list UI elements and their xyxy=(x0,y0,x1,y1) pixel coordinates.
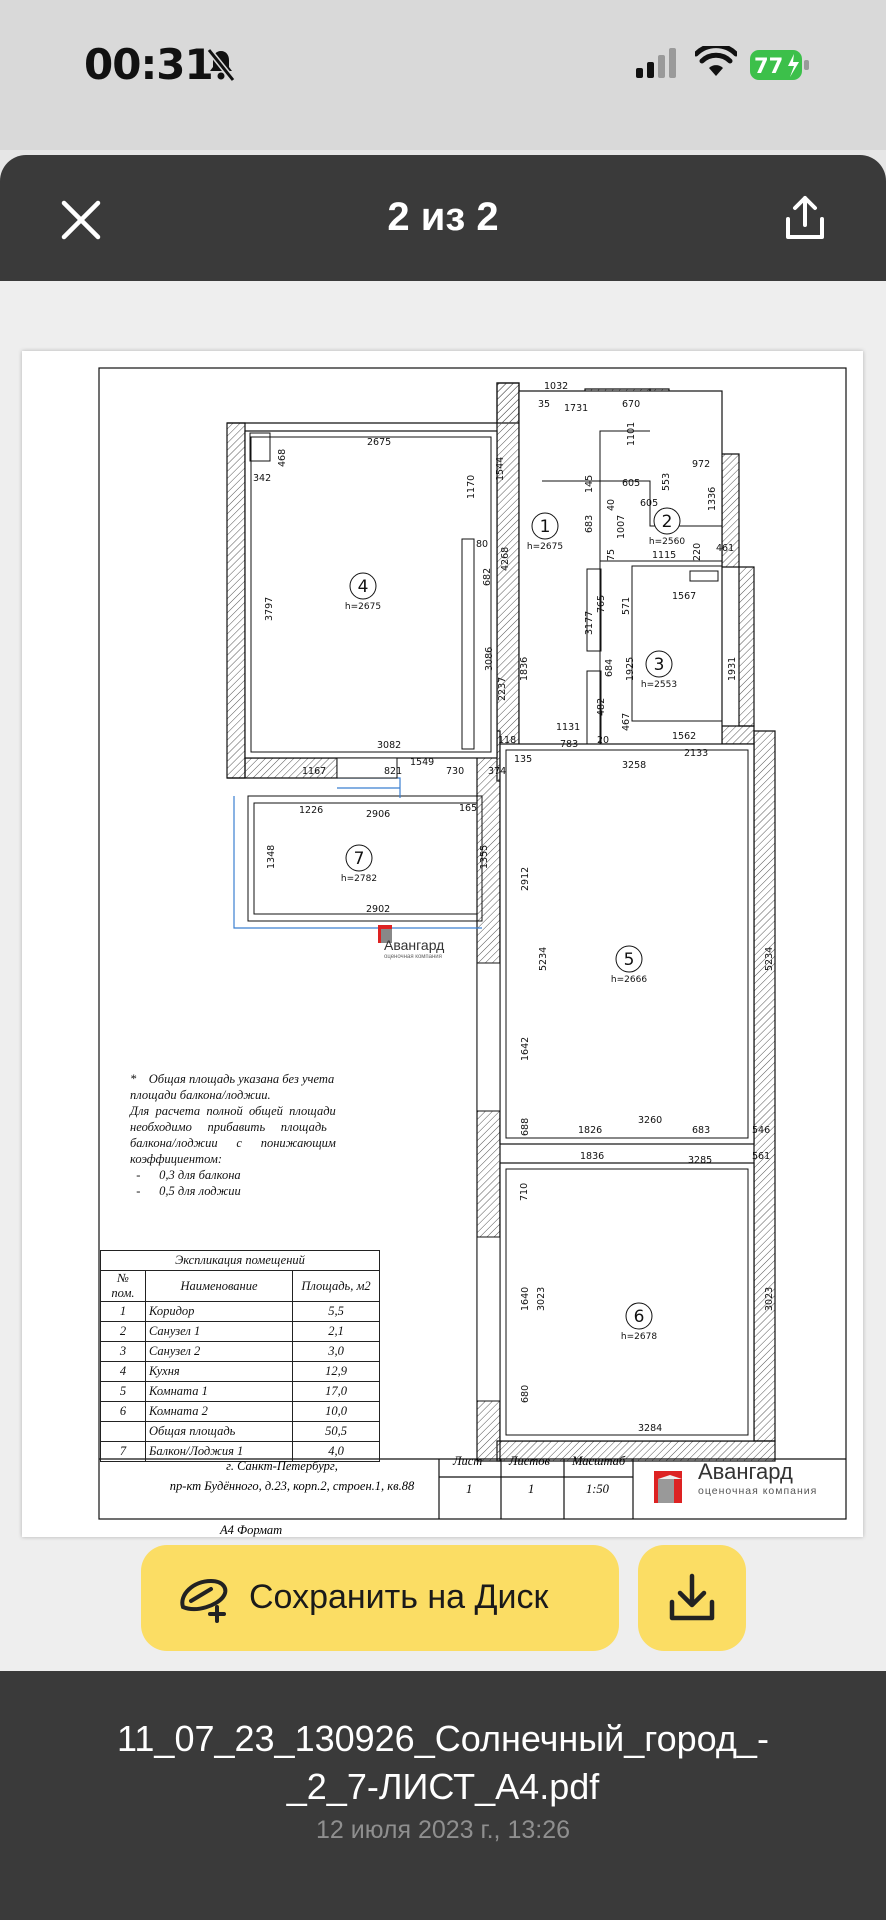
svg-text:561: 561 xyxy=(752,1151,771,1162)
svg-text:1731: 1731 xyxy=(564,403,589,414)
svg-text:546: 546 xyxy=(752,1125,771,1136)
svg-text:571: 571 xyxy=(621,596,632,615)
svg-text:3258: 3258 xyxy=(622,760,647,771)
table-row: 4 Кухня 12,9 xyxy=(101,1362,380,1382)
svg-text:1931: 1931 xyxy=(727,656,738,681)
cellular-signal-icon xyxy=(636,48,680,78)
svg-text:342: 342 xyxy=(253,473,272,484)
svg-text:1355: 1355 xyxy=(479,844,490,869)
svg-text:2912: 2912 xyxy=(520,866,531,891)
file-name: 11_07_23_130926_Солнечный_город_- _2_7-ЛИСТ_А4.pdf xyxy=(117,1718,769,1807)
table-header: Наименование xyxy=(146,1271,293,1302)
svg-text:553: 553 xyxy=(661,472,672,491)
svg-text:3086: 3086 xyxy=(484,646,495,671)
svg-text:1336: 1336 xyxy=(707,486,718,511)
room-number: 4 xyxy=(357,577,369,597)
svg-text:20: 20 xyxy=(597,735,610,746)
svg-text:135: 135 xyxy=(514,754,533,765)
svg-text:1170: 1170 xyxy=(466,474,477,499)
disk-save-icon xyxy=(177,1573,233,1623)
svg-text:220: 220 xyxy=(692,542,703,561)
page-counter: 2 из 2 xyxy=(387,195,499,239)
svg-text:2675: 2675 xyxy=(367,437,392,448)
svg-text:821: 821 xyxy=(384,766,403,777)
room-height: h=2675 xyxy=(526,542,564,552)
table-row: Общая площадь 50,5 xyxy=(101,1422,380,1442)
svg-text:684: 684 xyxy=(604,658,615,677)
battery-icon xyxy=(750,50,810,80)
table-row: 5 Комната 1 17,0 xyxy=(101,1382,380,1402)
svg-text:683: 683 xyxy=(692,1125,711,1136)
svg-text:2902: 2902 xyxy=(366,904,391,915)
svg-text:1549: 1549 xyxy=(410,757,435,768)
svg-text:1562: 1562 xyxy=(672,731,697,742)
address-line-2: пр-кт Будённого, д.23, корп.2, строен.1, кв.88 xyxy=(169,1479,415,1493)
svg-text:1226: 1226 xyxy=(299,805,324,816)
table-row: 1 Коридор 5,5 xyxy=(101,1302,380,1322)
svg-text:972: 972 xyxy=(692,459,711,470)
svg-text:1101: 1101 xyxy=(626,421,637,446)
room-height: h=2675 xyxy=(344,602,382,612)
svg-text:374: 374 xyxy=(488,766,507,777)
svg-text:765: 765 xyxy=(596,594,607,613)
sheets-header: Листов xyxy=(509,1454,550,1468)
table-title: Экспликация помещений xyxy=(101,1251,380,1271)
svg-text:80: 80 xyxy=(476,539,489,550)
wifi-icon xyxy=(695,46,737,78)
svg-text:1167: 1167 xyxy=(302,766,327,777)
table-header: Площадь, м2 xyxy=(293,1271,380,1302)
room-height: h=2678 xyxy=(620,1332,658,1342)
sheet-value: 1 xyxy=(466,1482,473,1496)
room-number: 3 xyxy=(653,655,665,675)
svg-text:1544: 1544 xyxy=(495,456,506,481)
svg-text:5234: 5234 xyxy=(764,946,775,971)
share-icon[interactable] xyxy=(780,193,830,243)
svg-text:3082: 3082 xyxy=(377,740,402,751)
brand-tagline-small: оценочная компания xyxy=(384,954,442,960)
svg-text:5234: 5234 xyxy=(538,946,549,971)
room-height: h=2560 xyxy=(648,537,686,547)
svg-text:2906: 2906 xyxy=(366,809,391,820)
svg-text:1826: 1826 xyxy=(578,1125,603,1136)
svg-text:165: 165 xyxy=(459,803,478,814)
svg-text:683: 683 xyxy=(584,514,595,533)
svg-text:1115: 1115 xyxy=(652,550,677,561)
svg-text:605: 605 xyxy=(622,478,641,489)
brand-name: Авангард xyxy=(698,1459,793,1484)
room-number: 6 xyxy=(633,1307,645,1327)
svg-text:4268: 4268 xyxy=(500,546,511,571)
status-bar xyxy=(0,0,886,150)
svg-text:1925: 1925 xyxy=(625,656,636,681)
bell-slash-icon xyxy=(205,48,237,82)
svg-text:730: 730 xyxy=(446,766,465,777)
explication-table xyxy=(100,1250,380,1462)
svg-text:3177: 3177 xyxy=(584,610,595,635)
pdf-page xyxy=(22,351,863,1537)
svg-text:2237: 2237 xyxy=(497,676,508,701)
address-line-1: г. Санкт-Петербург, xyxy=(226,1459,338,1473)
scale-header: Масштаб xyxy=(572,1454,626,1468)
svg-text:3023: 3023 xyxy=(536,1286,547,1311)
table-header: № пом. xyxy=(101,1271,146,1302)
svg-text:3284: 3284 xyxy=(638,1423,663,1434)
table-row: 3 Санузел 2 3,0 xyxy=(101,1342,380,1362)
room-number: 2 xyxy=(661,512,673,532)
svg-text:682: 682 xyxy=(482,567,493,586)
svg-text:1007: 1007 xyxy=(616,514,627,539)
svg-text:1567: 1567 xyxy=(672,591,697,602)
file-info-panel xyxy=(0,1671,886,1920)
svg-text:710: 710 xyxy=(519,1182,530,1201)
room-number: 1 xyxy=(539,517,551,537)
save-to-disk-button[interactable] xyxy=(141,1545,619,1651)
save-label: Сохранить на Диск xyxy=(249,1578,549,1616)
format-label: А4 Формат xyxy=(220,1523,283,1537)
status-time: 00:31 xyxy=(84,40,213,89)
brand-name-small: Авангард xyxy=(384,937,445,953)
svg-text:1131: 1131 xyxy=(556,722,581,733)
svg-text:605: 605 xyxy=(640,498,659,509)
svg-text:40: 40 xyxy=(606,498,617,511)
svg-text:145: 145 xyxy=(584,474,595,493)
document-viewer xyxy=(0,155,886,1920)
svg-text:670: 670 xyxy=(622,399,641,410)
room-height: h=2553 xyxy=(640,680,678,690)
room-number: 5 xyxy=(623,950,635,970)
svg-text:1640: 1640 xyxy=(520,1286,531,1311)
svg-text:3260: 3260 xyxy=(638,1115,663,1126)
scale-value: 1:50 xyxy=(586,1482,609,1496)
room-number: 7 xyxy=(353,849,365,869)
svg-text:468: 468 xyxy=(277,448,288,467)
svg-text:482: 482 xyxy=(596,697,607,716)
svg-text:3023: 3023 xyxy=(764,1286,775,1311)
area-note: * Общая площадь указана без учета площади балкона/лоджии. Для расчета полной общей площади необходимо прибавить площадь балкона/лоджии с понижающим коэффициентом: - 0,3 для балкона - 0,5 для лоджии xyxy=(130,1072,336,1198)
svg-text:1348: 1348 xyxy=(266,844,277,869)
table-row: 2 Санузел 1 2,1 xyxy=(101,1322,380,1342)
room-height: h=2666 xyxy=(610,975,648,985)
table-row: 7 Балкон/Лоджия 1 4,0 xyxy=(101,1442,380,1462)
download-icon xyxy=(668,1572,716,1622)
sheet-header: Лист xyxy=(453,1454,483,1468)
viewer-toolbar xyxy=(0,155,886,281)
svg-text:75: 75 xyxy=(606,548,617,561)
table-row: 6 Комната 2 10,0 xyxy=(101,1402,380,1422)
svg-text:118: 118 xyxy=(498,735,517,746)
svg-text:35: 35 xyxy=(538,399,551,410)
file-date: 12 июля 2023 г., 13:26 xyxy=(315,1816,571,1844)
sheets-value: 1 xyxy=(528,1482,535,1496)
svg-text:680: 680 xyxy=(520,1384,531,1403)
battery-level: 77 xyxy=(754,54,784,78)
svg-text:1642: 1642 xyxy=(520,1036,531,1061)
svg-text:2133: 2133 xyxy=(684,748,709,759)
brand-logo xyxy=(654,1471,682,1503)
svg-text:3285: 3285 xyxy=(688,1155,713,1166)
svg-text:3797: 3797 xyxy=(264,596,275,621)
room-height: h=2782 xyxy=(340,874,378,884)
download-button[interactable] xyxy=(638,1545,746,1651)
brand-tagline: оценочная компания xyxy=(698,1485,818,1497)
svg-text:461: 461 xyxy=(716,543,735,554)
svg-text:1836: 1836 xyxy=(519,656,530,681)
svg-text:1836: 1836 xyxy=(580,1151,605,1162)
svg-text:783: 783 xyxy=(560,739,579,750)
svg-text:688: 688 xyxy=(520,1117,531,1136)
svg-text:467: 467 xyxy=(621,712,632,731)
svg-text:1032: 1032 xyxy=(544,381,569,392)
